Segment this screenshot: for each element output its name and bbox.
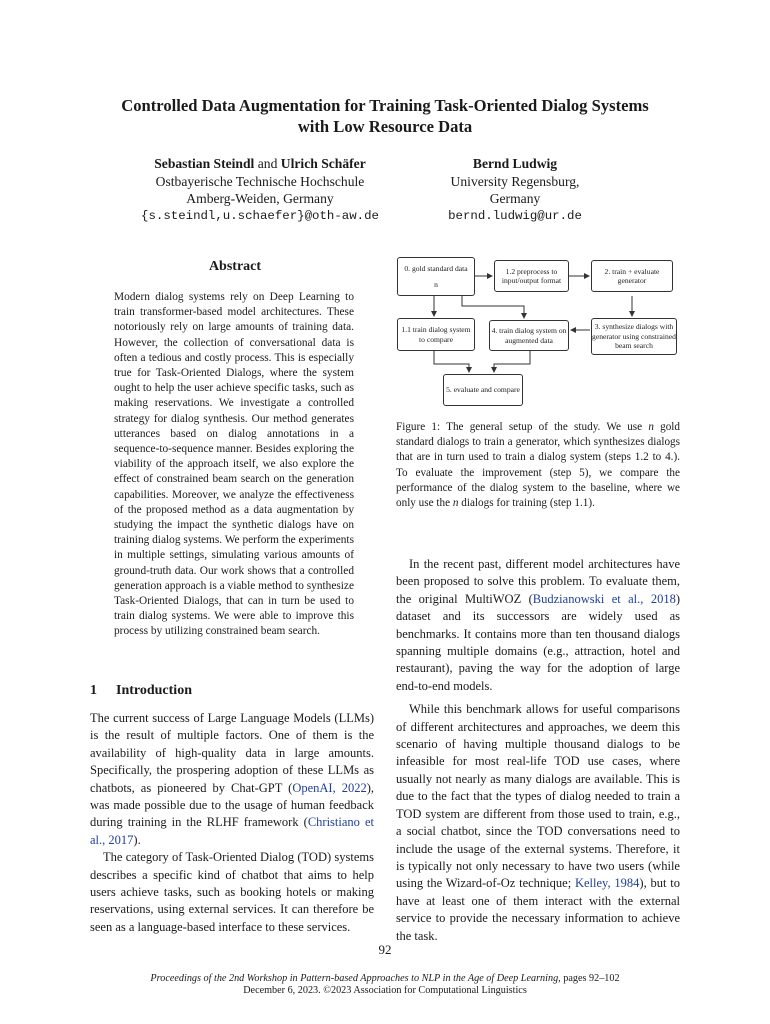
- step-0-n: n: [434, 279, 438, 289]
- title-line-2: with Low Resource Data: [297, 117, 473, 136]
- section-heading-introduction: [90, 683, 380, 699]
- author-conjunction: and: [257, 156, 278, 171]
- affiliation-line-1: Ostbayerische Technische Hochschule: [155, 173, 365, 189]
- author-name-3: Bernd Ludwig: [472, 156, 558, 171]
- arrow-4-to-5: [494, 351, 530, 372]
- step-1-1-baseline-box: [397, 318, 475, 351]
- footer-pages: , pages 92–102: [558, 973, 620, 984]
- title-line-1: Controlled Data Augmentation for Training Task-Oriented Dialog Systems: [121, 96, 649, 115]
- step-5-label: 5. evaluate and compare: [446, 385, 520, 395]
- step-0-label: 0. gold standard data: [404, 264, 468, 274]
- abstract-heading: Abstract: [208, 259, 262, 274]
- citation-link[interactable]: Budzianowski et al., 2018: [532, 591, 676, 606]
- step-3-synthesize-box: [591, 318, 677, 355]
- step-1-1-label: 1.1 train dialog system to compare: [401, 325, 471, 344]
- affiliation-right-line-1: University Regensburg,: [450, 173, 580, 189]
- step-4-label: 4. train dialog system on augmented data: [491, 326, 567, 345]
- author-block-right: [420, 155, 610, 225]
- step-0-gold-data-box: [397, 257, 475, 296]
- author-name-1: Sebastian Steindl: [154, 156, 255, 171]
- intro-paragraph-2: The category of Task-Oriented Dialog (TOD) systems describes a specific kind of chatbot that aims to help users achieve tasks, such as booking hotels or making reservations, using external services. It can therefore be seen as a language-based interface to these services.: [90, 850, 374, 934]
- step-1-2-preprocess-box: [494, 260, 569, 292]
- citation-link[interactable]: OpenAI, 2022: [292, 780, 367, 795]
- step-4-augmented-training-box: [489, 320, 569, 351]
- abstract-text: Modern dialog systems rely on Deep Learning to train transformer-based model architectures. These notoriously rely on large amounts of training data. However, the collection of conversational data is often a tedious and costly process. This is especially true for Task-Oriented Dialogs, where the system ought to help the user achieve specific tasks, such as making reservations. We investigate a controlled strategy for dialog synthesis. Our method generates utterances based on dialog annotations in a sequence-to-sequence manner. Besides exploring the viability of the approach itself, we also explore the effect of constrained beam search on the generation capabilities. Moreover, we analyze the effectiveness of the proposed method as a data augmentation by studying the impact the synthetic dialogs have on training dialog systems. We perform the experiments in multiple settings, simulating various amounts of ground-truth data. Our work shows that a controlled generation approach is a viable method to synthesize Task-Oriented Dialogs, that can in turn be used to train dialog systems. We were able to improve this process by utilizing constrained beam search.: [114, 291, 354, 638]
- paper-title: [70, 95, 700, 137]
- figure-1-diagram: [394, 254, 684, 414]
- citation-link[interactable]: Kelley, 1984: [574, 876, 640, 891]
- section-number: 1: [90, 683, 97, 698]
- arrow-0-to-4: [462, 296, 524, 318]
- right-paragraph-2: While this benchmark allows for useful comparisons of different architectures and approaches, we deem this scenario of having multiple thousand dialogs to be infeasible for most real-life TOD use cases, where usually not nearly as many dialogs are available. This is due to the fact that the types of dialog needed to train a TOD system are different from those used to train, e.g., a social chatbot, since the TOD conversations need to include the usage of the external systems. Therefore, it is typically not only necessary to have two users (while using the Wizard-of-Oz technique; Kelley, 1984), but to have at least one of them interact with the external service to provide the necessary information to achieve the task.: [396, 702, 680, 943]
- affiliation-right-line-2: Germany: [489, 191, 541, 206]
- affiliation-line-2: Amberg-Weiden, Germany: [186, 191, 334, 206]
- figure-1-caption: Figure 1: The general setup of the study. We use n gold standard dialogs to train a generator, which synthesizes dialogs that are in turn used to train a dialog system (steps 1.2 to 4.). To evaluate the improvement (step 5), we compare the performance of the dialog system to the baseline, where we only use the n dialogs for training (step 1.1).: [396, 421, 680, 510]
- right-paragraph-1: In the recent past, different model architectures have been proposed to solve this problem. To evaluate them, the original MultiWOZ (Budzianowski et al., 2018) dataset and its successors are widely used as benchmarks. It contains more than ten thousand dialogs spanning multiple domains (e.g., attraction, hotel and restaurant), paving the way for the adoption of large end-to-end models.: [396, 557, 680, 693]
- footer-proceedings: [0, 973, 770, 997]
- author-email-right[interactable]: bernd.ludwig@ur.de: [448, 208, 582, 223]
- section-title: Introduction: [116, 683, 192, 698]
- step-1-2-label: 1.2 preprocess to input/output format: [501, 266, 562, 285]
- intro-paragraph-1: The current success of Large Language Models (LLMs) is the result of multiple factors. One of them is the availability of high-quality data in large amounts. Specifically, the prospering adoption of these LLMs as chatbots, as pioneered by Chat-GPT (OpenAI, 2022), was made possible due to the usage of human feedback during training in the RLHF framework (Christiano et al., 2017).: [90, 711, 375, 847]
- author-email-left[interactable]: {s.steindl,u.schaefer}@oth-aw.de: [141, 208, 379, 223]
- left-column-body: [90, 710, 374, 936]
- step-2-train-generator-box: [591, 260, 673, 292]
- citation-link[interactable]: Christiano et al., 2017: [90, 815, 374, 847]
- arrow-1-1-to-5: [434, 351, 469, 372]
- step-5-evaluate-box: [443, 374, 523, 406]
- footer-venue: Proceedings of the 2nd Workshop in Pattern-based Approaches to NLP in the Age of Deep Learning: [150, 973, 559, 984]
- right-column-body: [396, 556, 680, 945]
- footer-date-copyright: December 6, 2023. ©2023 Association for Computational Linguistics: [243, 985, 527, 996]
- step-3-label: 3. synthesize dialogs with generator using constrained beam search: [592, 322, 676, 351]
- page-number: 92: [378, 942, 392, 957]
- author-block-left: [110, 155, 410, 225]
- step-2-label: 2. train + evaluate generator: [604, 266, 660, 285]
- author-name-2: Ulrich Schäfer: [280, 156, 366, 171]
